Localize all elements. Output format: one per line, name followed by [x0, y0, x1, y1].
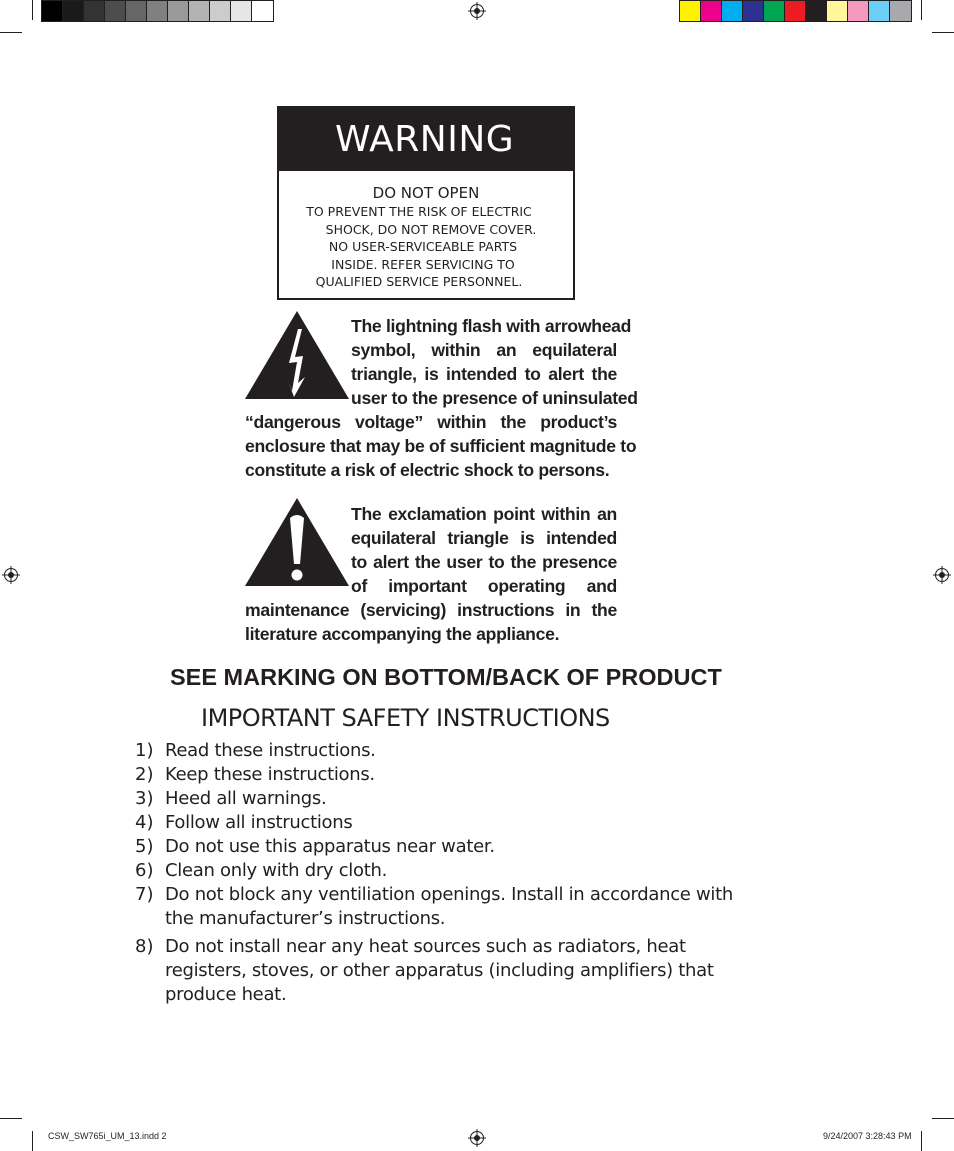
- instruction-text: [165, 763, 755, 787]
- registration-mark-icon: [933, 566, 951, 584]
- exclamation-symbol-explanation: [245, 502, 617, 646]
- instruction-line: Keep these instructions.: [165, 764, 375, 785]
- instruction-number: 6): [135, 860, 154, 881]
- slug-timestamp: 9/24/2007 3:28:43 PM: [823, 1131, 912, 1141]
- color-swatch: [147, 1, 168, 21]
- warning-text: [279, 203, 573, 291]
- text-line: of important operating and: [351, 576, 617, 596]
- instruction-text: [165, 935, 755, 1007]
- registration-mark-icon: [468, 2, 486, 20]
- instruction-line: the manufacturer’s instructions.: [165, 908, 446, 929]
- lightning-symbol-explanation: [245, 314, 638, 482]
- instruction-text: [165, 787, 755, 811]
- instruction-number: 4): [135, 812, 154, 833]
- instruction-item: [135, 739, 755, 763]
- crop-mark: [921, 0, 922, 20]
- color-swatch: [869, 1, 890, 21]
- instruction-line: Do not block any ventiliation openings. Install in accordance with: [165, 884, 733, 905]
- text-line: The lightning flash with arrowhead: [351, 316, 632, 336]
- color-swatch: [701, 1, 722, 21]
- instruction-line: produce heat.: [165, 984, 287, 1005]
- instruction-text: [165, 835, 755, 859]
- color-swatch: [84, 1, 105, 21]
- instruction-line: Read these instructions.: [165, 740, 376, 761]
- instruction-number: 1): [135, 740, 154, 761]
- instruction-number: 8): [135, 936, 154, 957]
- crop-mark: [32, 1131, 33, 1151]
- color-swatch: [126, 1, 147, 21]
- instruction-number: 5): [135, 836, 154, 857]
- warning-body: [279, 183, 573, 291]
- text-line: to alert the user to the presence: [351, 552, 617, 572]
- text-line: maintenance (servicing) instructions in the: [245, 600, 617, 620]
- warning-line: QUALIFIED SERVICE PERSONNEL.: [315, 274, 523, 289]
- text-line: The exclamation point within an: [351, 504, 617, 524]
- color-swatch: [848, 1, 869, 21]
- instruction-line: Clean only with dry cloth.: [165, 860, 388, 881]
- crop-mark: [0, 32, 22, 33]
- instruction-item: [135, 859, 755, 883]
- lightning-triangle-icon: [245, 311, 349, 399]
- instruction-text: [165, 859, 755, 883]
- instruction-item: [135, 787, 755, 811]
- instruction-line: Follow all instructions: [165, 812, 353, 833]
- instructions-list: [135, 739, 755, 1007]
- instruction-line: Do not use this apparatus near water.: [165, 836, 495, 857]
- process-color-bar: [679, 0, 912, 22]
- instruction-text: [165, 811, 755, 835]
- grayscale-color-bar: [41, 0, 274, 22]
- instruction-text: [165, 739, 755, 763]
- instruction-number: 3): [135, 788, 154, 809]
- instruction-item: [135, 883, 755, 931]
- crop-mark: [932, 1118, 954, 1119]
- color-swatch: [189, 1, 210, 21]
- color-swatch: [764, 1, 785, 21]
- warning-title: WARNING: [279, 108, 573, 171]
- registration-mark-icon: [468, 1129, 486, 1147]
- color-swatch: [210, 1, 231, 21]
- instruction-line: registers, stoves, or other apparatus (including amplifiers) that: [165, 960, 714, 981]
- instruction-number: 2): [135, 764, 154, 785]
- registration-mark-icon: [2, 566, 20, 584]
- instruction-line: Heed all warnings.: [165, 788, 327, 809]
- instruction-item: [135, 835, 755, 859]
- color-swatch: [680, 1, 701, 21]
- color-swatch: [105, 1, 126, 21]
- text-line: user to the presence of uninsulated: [351, 388, 638, 408]
- color-swatch: [785, 1, 806, 21]
- warning-subtitle: DO NOT OPEN: [372, 184, 480, 202]
- crop-mark: [932, 32, 954, 33]
- instruction-item: [135, 763, 755, 787]
- warning-line: TO PREVENT THE RISK OF ELECTRIC: [306, 204, 532, 219]
- color-swatch: [168, 1, 189, 21]
- color-swatch: [231, 1, 252, 21]
- color-swatch: [743, 1, 764, 21]
- text-line: constitute a risk of electric shock to persons.: [245, 460, 610, 480]
- color-swatch: [806, 1, 827, 21]
- instruction-item: [135, 935, 755, 1007]
- color-swatch: [42, 1, 63, 21]
- warning-line: SHOCK, DO NOT REMOVE COVER.: [325, 221, 537, 237]
- text-line: enclosure that may be of sufficient magnitude to: [245, 436, 637, 456]
- color-swatch: [827, 1, 848, 21]
- text-line: symbol, within an equilateral: [351, 340, 617, 360]
- warning-line: INSIDE. REFER SERVICING TO: [331, 256, 515, 272]
- slug-file-info: CSW_SW765i_UM_13.indd 2: [48, 1131, 167, 1141]
- text-line: literature accompanying the appliance.: [245, 624, 560, 644]
- crop-mark: [921, 1131, 922, 1151]
- instructions-title: IMPORTANT SAFETY INSTRUCTIONS: [201, 704, 610, 732]
- warning-label-box: [277, 106, 575, 300]
- color-swatch: [722, 1, 743, 21]
- instruction-number: 7): [135, 884, 154, 905]
- text-line: “dangerous voltage” within the product’s: [245, 412, 617, 432]
- crop-mark: [0, 1118, 22, 1119]
- color-swatch: [890, 1, 911, 21]
- instruction-item: [135, 811, 755, 835]
- instruction-text: [165, 883, 755, 931]
- instruction-line: Do not install near any heat sources such as radiators, heat: [165, 936, 686, 957]
- color-swatch: [63, 1, 84, 21]
- exclamation-triangle-icon: [245, 498, 349, 586]
- text-line: equilateral triangle is intended: [351, 528, 617, 548]
- color-swatch: [252, 1, 273, 21]
- marking-note: SEE MARKING ON BOTTOM/BACK OF PRODUCT: [170, 664, 722, 690]
- warning-line: NO USER-SERVICEABLE PARTS: [328, 239, 518, 254]
- crop-mark: [32, 0, 33, 20]
- text-line: triangle, is intended to alert the: [351, 364, 617, 384]
